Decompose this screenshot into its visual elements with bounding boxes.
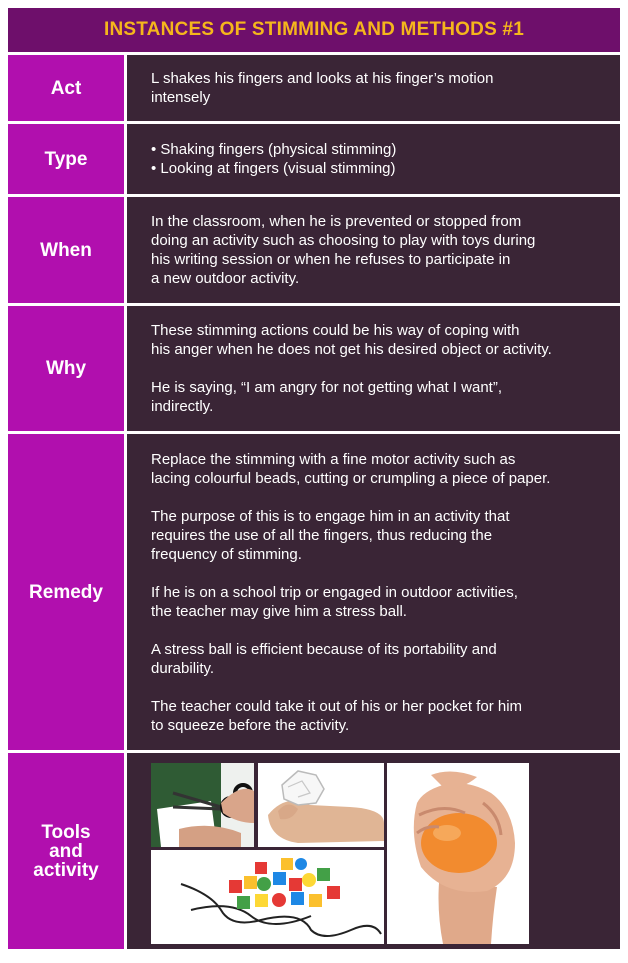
- row-when: [8, 197, 620, 303]
- when-line-1: In the classroom, when he is prevented or stopped from: [151, 213, 522, 230]
- why-line: These stimming actions could be his way of coping with: [151, 322, 520, 339]
- row-label-remedy: Remedy: [8, 434, 124, 750]
- remedy-line: Replace the stimming with a fine motor activity such as: [151, 450, 516, 468]
- remedy-line: requires the use of all the fingers, thus reducing the: [151, 526, 493, 544]
- remedy-line: If he is on a school trip or engaged in outdoor activities,: [151, 583, 518, 601]
- crumpled-paper-photo: [258, 763, 384, 847]
- row-type: [8, 124, 620, 194]
- crumpled-paper-icon: [258, 763, 384, 847]
- remedy-line: lacing colourful beads, cutting or crumpling a piece of paper.: [151, 469, 551, 487]
- remedy-line: frequency of stimming.: [151, 545, 302, 563]
- stimming-table: [8, 8, 620, 949]
- when-line-4: a new outdoor activity.: [151, 270, 300, 287]
- remedy-line: The teacher could take it out of his or her pocket for him: [151, 697, 523, 715]
- remedy-paragraph-5: [151, 697, 600, 735]
- table-title: INSTANCES OF STIMMING AND METHODS #1: [8, 8, 620, 52]
- row-label-type: Type: [8, 124, 124, 194]
- remedy-line: the teacher may give him a stress ball.: [151, 602, 407, 620]
- why-paragraph-1: [151, 321, 600, 359]
- scissors-icon: [151, 763, 254, 847]
- remedy-paragraph-2: [151, 507, 600, 564]
- row-label-act: Act: [8, 55, 124, 121]
- row-act: [8, 55, 620, 121]
- act-line-1: L shakes his fingers and looks at his finger’s motion: [151, 70, 494, 87]
- why-line: He is saying, “I am angry for not getting what I want”,: [151, 379, 502, 396]
- scissors-cutting-photo: [151, 763, 254, 847]
- row-label-when: When: [8, 197, 124, 303]
- remedy-line: durability.: [151, 659, 215, 677]
- row-label-tools: [8, 753, 124, 949]
- lacing-beads-icon: [151, 850, 384, 944]
- type-bullet-item: • Looking at fingers (visual stimming): [151, 159, 600, 178]
- remedy-line: to squeeze before the activity.: [151, 716, 350, 734]
- row-label-why: Why: [8, 306, 124, 431]
- why-line: indirectly.: [151, 398, 214, 415]
- row-content-when: [127, 197, 620, 303]
- tools-label-line: and: [49, 840, 83, 862]
- why-line: his anger when he does not get his desired object or activity.: [151, 341, 552, 358]
- row-why: [8, 306, 620, 431]
- remedy-paragraph-3: [151, 583, 600, 621]
- tools-label-line: Tools: [41, 821, 91, 843]
- row-remedy: [8, 434, 620, 750]
- lacing-beads-photo: [151, 850, 384, 944]
- act-text: [151, 69, 600, 107]
- remedy-paragraph-1: [151, 450, 600, 488]
- row-tools: [8, 753, 620, 949]
- type-bullet-list: [151, 140, 600, 178]
- act-line-2: intensely: [151, 89, 211, 106]
- row-content-act: [127, 55, 620, 121]
- stress-ball-photo: [387, 763, 529, 944]
- when-text: [151, 212, 600, 288]
- type-bullet-item: • Shaking fingers (physical stimming): [151, 140, 600, 159]
- row-content-why: [127, 306, 620, 431]
- stress-ball-icon: [387, 763, 529, 944]
- remedy-paragraph-4: [151, 640, 600, 678]
- when-line-3: his writing session or when he refuses to participate in: [151, 251, 511, 268]
- remedy-line: The purpose of this is to engage him in an activity that: [151, 507, 510, 525]
- row-content-type: [127, 124, 620, 194]
- tools-label-line: activity: [33, 859, 99, 881]
- remedy-line: A stress ball is efficient because of its portability and: [151, 640, 497, 658]
- why-paragraph-2: [151, 378, 600, 416]
- when-line-2: doing an activity such as choosing to play with toys during: [151, 232, 536, 249]
- row-content-tools: [127, 753, 620, 949]
- row-content-remedy: [127, 434, 620, 750]
